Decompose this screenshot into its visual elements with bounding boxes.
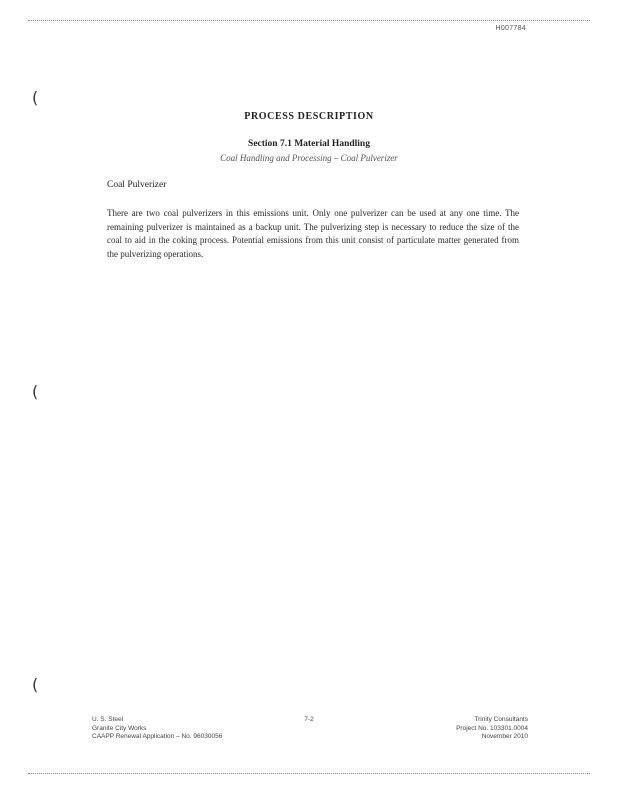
footer-company: U. S. Steel [92, 716, 124, 723]
footer-date: November 2010 [481, 733, 528, 740]
footer-page-number: 7-2 [304, 716, 314, 723]
section-title: Section 7.1 Material Handling [248, 139, 370, 149]
footer-project-number: Project No. 103301.0004 [456, 724, 528, 732]
footer-application: CAAPP Renewal Application – No. 96030056 [92, 733, 223, 740]
scan-edge-bottom [28, 773, 590, 774]
footer-consultant: Trinity Consultants [474, 716, 528, 723]
punch-hole-mark: ( [32, 675, 39, 694]
footer-facility: Granite City Works [92, 724, 147, 732]
scan-edge-top [28, 20, 590, 21]
subsection-heading: Coal Pulverizer [107, 180, 167, 190]
punch-hole-mark: ( [32, 88, 39, 107]
page-identifier: H007784 [495, 25, 526, 32]
footer-right [456, 716, 528, 742]
punch-hole-mark: ( [32, 382, 39, 401]
body-paragraph: There are two coal pulverizers in this emissions unit. Only one pulverizer can be used at any one time. The remaining pulverizer is maintained as a backup unit. The pulverizing step is necessary to reduce the size of the coal to aid in the coking process. Potential emissions from this unit consist of particulate matter generated from the pulverizing operations. [107, 208, 519, 259]
section-subtitle: Coal Handling and Processing – Coal Pulverizer [220, 153, 398, 163]
document-title: PROCESS DESCRIPTION [244, 111, 374, 122]
